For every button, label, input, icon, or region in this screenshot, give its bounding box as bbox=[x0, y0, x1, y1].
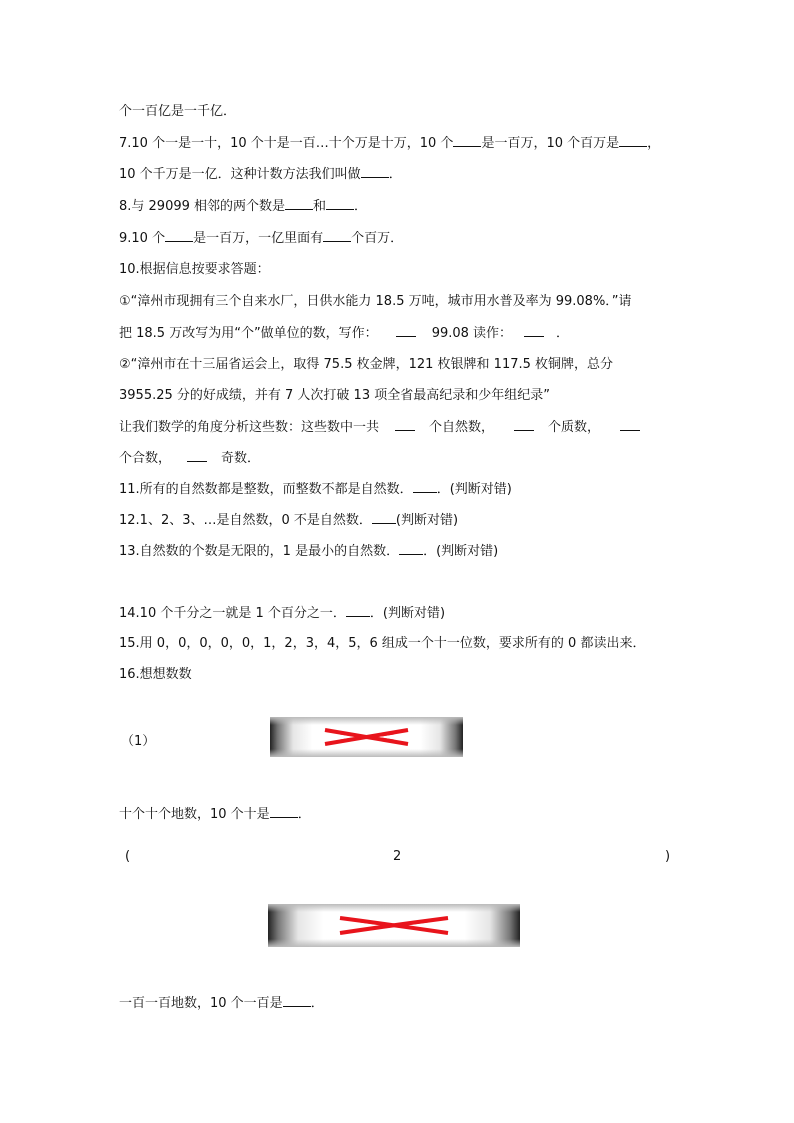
answer-blank[interactable] bbox=[361, 165, 389, 178]
question-10-part2-line-2: 3955.25 分的好成绩，并有 7 人次打破 13 项全省最高纪录和少年组纪录” bbox=[119, 388, 550, 403]
part-1-question: 十个十个地数，10 个十是 ． bbox=[119, 807, 311, 822]
answer-blank[interactable] bbox=[165, 229, 193, 242]
answer-blank[interactable] bbox=[372, 511, 396, 524]
question-10-heading: 10.根据信息按要求答题： bbox=[119, 262, 270, 277]
line-intro: 个一百亿是一千亿． bbox=[119, 104, 237, 119]
part-2-open-paren: ( bbox=[125, 849, 131, 864]
answer-blank[interactable] bbox=[346, 604, 370, 617]
part-2-question: 一百一百地数，10 个一百是 ． bbox=[119, 996, 324, 1011]
question-12: 12.1、2、3、…是自然数，0 不是自然数． (判断对错) bbox=[119, 513, 459, 528]
answer-blank[interactable] bbox=[514, 418, 534, 431]
answer-blank[interactable] bbox=[270, 805, 298, 818]
question-7-line-1: 7.10 个一是一十，10 个十是一百…十个万是十万，10 个 是一百万，10 个百万是 ， bbox=[119, 136, 661, 151]
question-14: 14.10 个千分之一就是 1 个百分之一． ．(判断对错) bbox=[119, 606, 446, 621]
answer-blank[interactable] bbox=[524, 324, 544, 337]
question-9: 9.10 个 是一百万，一亿里面有 个百万． bbox=[119, 231, 404, 246]
question-8: 8.与 29099 相邻的两个数是 和 ． bbox=[119, 199, 368, 214]
question-10-analysis-line-1: 让我们数学的角度分析这些数：这些数中一共 个自然数， 个质数， bbox=[119, 418, 640, 437]
answer-blank[interactable] bbox=[323, 229, 351, 242]
answer-blank[interactable] bbox=[453, 134, 481, 147]
question-10-part1-line-2: 把 18.5 万改写为用“个”做单位的数，写作： 99.08 读作： ． bbox=[119, 326, 570, 341]
red-cross-icon bbox=[268, 904, 520, 947]
question-10-part2-line-1: ②“漳州市在十三届省运会上，取得 75.5 枚金牌，121 枚银牌和 117.5 枚铜牌，总分 bbox=[119, 357, 614, 372]
answer-blank[interactable] bbox=[326, 197, 354, 210]
question-16-heading: 16.想想数数 bbox=[119, 667, 192, 682]
question-13: 13.自然数的个数是无限的，1 是最小的自然数． ．(判断对错) bbox=[119, 544, 499, 559]
question-10-part1-line-1: ①“漳州市现拥有三个自来水厂，日供水能力 18.5 万吨，城市用水普及率为 99.08%．”请 bbox=[119, 294, 632, 309]
question-15: 15.用 0，0，0，0，0，1，2，3，4，5，6 组成一个十一位数，要求所有的 0 都读出来． bbox=[119, 636, 646, 651]
question-7-line-2: 10 个千万是一亿．这种计数方法我们叫做 ． bbox=[119, 167, 402, 182]
question-11: 11.所有的自然数都是整数，而整数不都是自然数． ．(判断对错) bbox=[119, 482, 512, 497]
answer-blank[interactable] bbox=[283, 994, 311, 1007]
red-cross-icon bbox=[270, 717, 463, 757]
answer-blank[interactable] bbox=[620, 418, 640, 431]
part-1-label: （1） bbox=[121, 734, 156, 749]
answer-blank[interactable] bbox=[399, 542, 423, 555]
answer-blank[interactable] bbox=[619, 134, 647, 147]
part-2-close-paren: ) bbox=[665, 849, 671, 864]
answer-blank[interactable] bbox=[395, 418, 415, 431]
question-10-analysis-line-2: 个合数， 奇数． bbox=[119, 451, 261, 466]
broken-image-placeholder bbox=[270, 717, 463, 757]
answer-blank[interactable] bbox=[413, 480, 437, 493]
answer-blank[interactable] bbox=[187, 449, 207, 462]
broken-image-placeholder bbox=[268, 904, 520, 947]
answer-blank[interactable] bbox=[285, 197, 313, 210]
part-2-number: 2 bbox=[393, 849, 402, 864]
answer-blank[interactable] bbox=[396, 324, 416, 337]
